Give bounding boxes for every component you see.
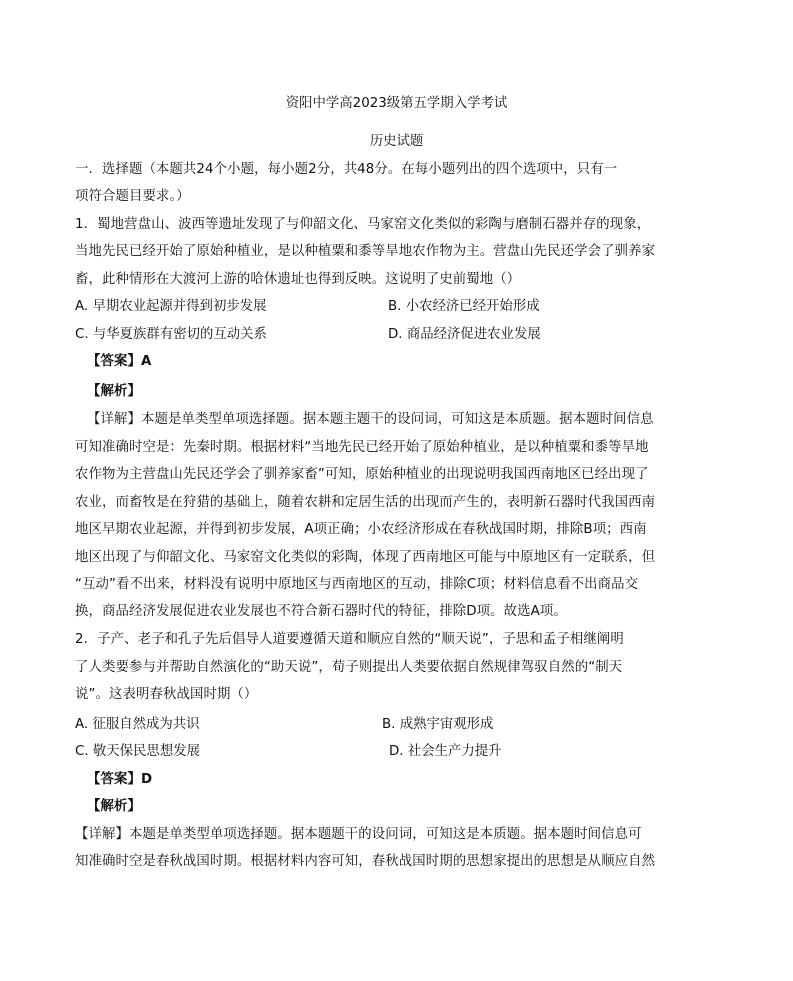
q2-option-c: C. 敬天保民思想发展 (75, 744, 200, 759)
q1-option-c: C. 与华夏族群有密切的互动关系 (75, 327, 267, 342)
q1-option-a: A. 早期农业起源并得到初步发展 (75, 299, 267, 314)
q1-detail-line-3: 农作物为主营盘山先民还学会了驯养家畜”可知，原始种植业的出现说明我国西南地区已经出现了 (75, 467, 649, 482)
q1-detail-line-2: 可知准确时空是：先秦时期。根据材料“当地先民已经开始了原始种植业，是以种植粟和黍等旱地 (75, 440, 649, 455)
q1-detail-line-4: 农业，而畜牧是在狩猎的基础上，随着农耕和定居生活的出现而产生的，表明新石器时代我国西南 (75, 495, 656, 510)
q2-stem-line-2: 了人类要参与并帮助自然演化的“助天说”，荀子则提出人类要依据自然规律驾驭自然的“制天 (75, 660, 623, 675)
q2-detail-line-1: 【详解】本题是单类型单项选择题。据本题题干的设问词，可知这是本质题。据本题时间信息可 (75, 827, 642, 842)
q2-stem-line-3: 说”。这表明春秋战国时期（） (75, 687, 258, 702)
q2-analysis-label: 【解析】 (87, 799, 141, 814)
exam-title: 资阳中学高2023级第五学期入学考试 (285, 96, 508, 111)
q1-stem-line-3: 畜，此种情形在大渡河上游的哈休遗址也得到反映。这说明了史前蜀地（） (75, 272, 521, 287)
q2-stem-line-1: 2．子产、老子和孔子先后倡导人道要遵循天道和顺应自然的“顺天说”，子思和孟子相继阐明 (75, 632, 624, 647)
q1-detail-line-7: “互动”看不出来，材料没有说明中原地区与西南地区的互动，排除C项；材料信息看不出商品交 (75, 577, 639, 592)
q2-option-b: B. 成熟宇宙观形成 (382, 717, 494, 732)
q1-detail-line-8: 换，商品经济发展促进农业发展也不符合新石器时代的特征，排除D项。故选A项。 (75, 604, 567, 619)
q1-option-b: B. 小农经济已经开始形成 (388, 299, 540, 314)
q1-stem-line-1: 1．蜀地营盘山、波西等遗址发现了与仰韶文化、马家窑文化类似的彩陶与磨制石器并存的现象， (75, 217, 651, 232)
section-instructions-line-2: 项符合题目要求。） (75, 189, 190, 204)
q2-option-d: D. 社会生产力提升 (389, 744, 502, 759)
q1-answer: 【答案】A (87, 354, 152, 369)
q1-detail-line-5: 地区早期农业起源，并得到初步发展，A项正确；小农经济形成在春秋战国时期，排除B项；西南 (75, 522, 647, 537)
q1-detail-line-1: 【详解】本题是单类型单项选择题。据本题主题干的设问词，可知这是本质题。据本题时间信息 (87, 412, 654, 427)
q2-option-a: A. 征服自然成为共识 (75, 717, 200, 732)
exam-subtitle: 历史试题 (369, 134, 424, 149)
section-instructions-line-1: 一．选择题（本题共24个小题，每小题2分，共48分。在每小题列出的四个选项中，只有一 (75, 162, 618, 177)
q2-answer: 【答案】D (87, 772, 153, 787)
q1-option-d: D. 商品经济促进农业发展 (388, 327, 541, 342)
q2-detail-line-2: 知准确时空是春秋战国时期。根据材料内容可知，春秋战国时期的思想家提出的思想是从顺应自然 (75, 854, 656, 869)
q1-detail-line-6: 地区出现了与仰韶文化、马家窑文化类似的彩陶，体现了西南地区可能与中原地区有一定联系，但 (75, 550, 656, 565)
q1-stem-line-2: 当地先民已经开始了原始种植业，是以种植粟和黍等旱地农作物为主。营盘山先民还学会了驯养家 (75, 244, 656, 259)
q1-analysis-label: 【解析】 (87, 384, 141, 399)
